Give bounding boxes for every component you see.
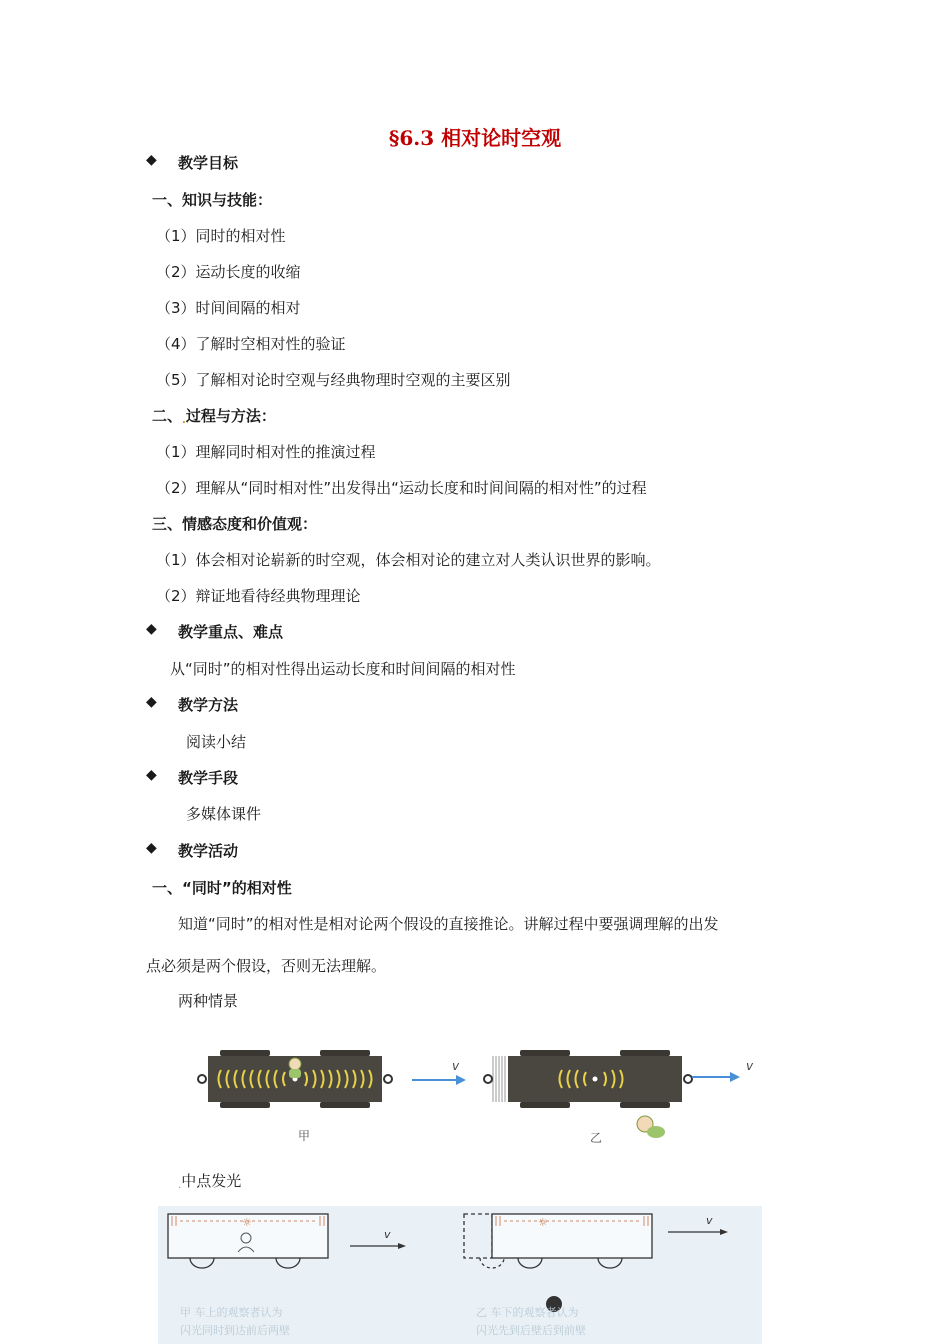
dot-mark: . <box>178 1180 182 1191</box>
train-figure <box>190 1040 770 1150</box>
velocity-arrow-left <box>412 1075 466 1085</box>
caption-right-line1: 乙 车下的观察者认为 <box>476 1306 579 1319</box>
key-text: 从“同时”的相对性得出运动长度和时间间隔的相对性 <box>170 660 516 678</box>
knowledge-item: （5）了解相对论时空观与经典物理时空观的主要区别 <box>156 371 511 389</box>
section-bullet: ◆ <box>146 767 157 783</box>
figure-label-yi: 乙 <box>590 1131 603 1145</box>
section-bullet: ◆ <box>146 840 157 856</box>
activity-paragraph: 知道“同时”的相对性是相对论两个假设的直接推论。讲解过程中要强调理解的出发 <box>178 915 719 933</box>
velocity-arrow-right <box>692 1072 740 1082</box>
emotion-item: （1）体会相对论崭新的时空观，体会相对论的建立对人类认识世界的影响。 <box>156 551 661 569</box>
knowledge-item: （1）同时的相对性 <box>156 227 286 245</box>
midpoint-label <box>178 1170 241 1191</box>
process-item: （2）理解从“同时相对性”出发得出“运动长度和时间间隔的相对性”的过程 <box>156 479 647 497</box>
flash-star-icon: ☼ <box>242 1216 252 1229</box>
page-title: §6.3 相对论时空观 <box>388 126 562 150</box>
observer-ground-icon <box>637 1116 665 1138</box>
section-goals-heading: 教学目标 <box>178 154 239 172</box>
section-means-heading: 教学手段 <box>178 769 239 787</box>
caption-left-line1: 甲 车上的观察者认为 <box>180 1306 283 1319</box>
process-heading-number: 二、 <box>152 407 183 425</box>
section-bullet: ◆ <box>146 152 157 168</box>
section-activity-heading: 教学活动 <box>178 842 239 860</box>
velocity-label-fig2-left: v <box>384 1228 391 1241</box>
knowledge-item: （4）了解时空相对性的验证 <box>156 335 346 353</box>
observer-on-car-icon <box>289 1058 301 1078</box>
train-car-right <box>484 1050 692 1108</box>
emotion-heading: 三、情感态度和价值观： <box>152 515 318 533</box>
velocity-label-fig2-right: v <box>706 1214 713 1227</box>
velocity-label-right: v <box>746 1059 754 1073</box>
process-item: （1）理解同时相对性的推演过程 <box>156 443 376 461</box>
means-text: 多媒体课件 <box>186 805 262 823</box>
knowledge-item: （3）时间间隔的相对 <box>156 299 301 317</box>
section-bullet: ◆ <box>146 621 157 637</box>
knowledge-heading: 一、知识与技能： <box>152 191 273 209</box>
figure-label-jia: 甲 <box>298 1129 311 1143</box>
velocity-label-left: v <box>452 1059 460 1073</box>
midpoint-text: 中点发光 <box>181 1172 242 1190</box>
scenarios-label: 两种情景 <box>178 992 239 1010</box>
activity-subheading: 一、“同时”的相对性 <box>152 879 292 897</box>
flash-star-icon: ☼ <box>538 1216 548 1229</box>
dot-mark: . <box>182 415 186 426</box>
process-heading <box>152 405 276 426</box>
section-key-heading: 教学重点、难点 <box>178 623 284 641</box>
caption-left-line2: 闪光同时到达前后两壁 <box>180 1324 290 1337</box>
caption-right-line2: 闪光先到后壁后到前壁 <box>476 1324 586 1337</box>
activity-paragraph-cont: 点必须是两个假设，否则无法理解。 <box>146 957 387 975</box>
process-heading-text: 过程与方法： <box>185 407 276 425</box>
train-car-left <box>198 1050 392 1108</box>
section-method-heading: 教学方法 <box>178 696 239 714</box>
emotion-item: （2）辩证地看待经典物理理论 <box>156 587 361 605</box>
midpoint-flash-figure <box>158 1206 762 1344</box>
method-text: 阅读小结 <box>186 733 247 751</box>
section-bullet: ◆ <box>146 694 157 710</box>
knowledge-item: （2）运动长度的收缩 <box>156 263 301 281</box>
